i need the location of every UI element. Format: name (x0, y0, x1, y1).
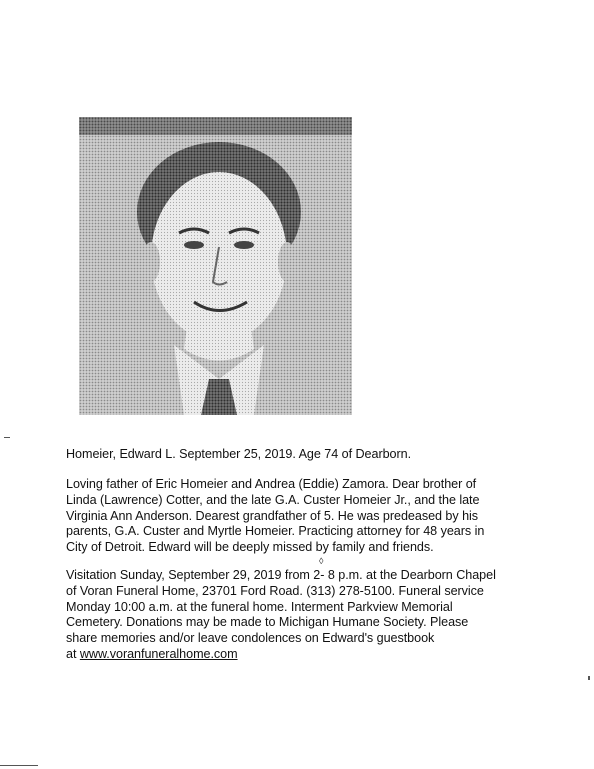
scan-artifact (4, 437, 10, 438)
paragraph-line: of Voran Funeral Home, 23701 Ford Road. (313) 278-5100. Funeral service (66, 583, 484, 598)
obituary-family-paragraph (66, 477, 566, 556)
paragraph-line: City of Detroit. Edward will be deeply missed by family and friends. (66, 540, 434, 555)
paragraph-line: parents, G.A. Custer and Myrtle Homeier. Practicing attorney for 48 years in (66, 524, 485, 539)
website-prefix: at (66, 646, 80, 661)
paragraph-line: Loving father of Eric Homeier and Andrea (Eddie) Zamora. Dear brother of (66, 477, 477, 491)
funeral-home-website-link[interactable]: www.voranfuneralhome.com (79, 646, 238, 661)
paragraph-line: Virginia Ann Anderson. Dearest grandfather of 5. He was predeased by his (66, 508, 479, 523)
scan-artifact (0, 765, 38, 766)
obituary-headline (66, 447, 566, 463)
paragraph-line: Monday 10:00 a.m. at the funeral home. Interment Parkview Memorial (66, 599, 453, 614)
scan-artifact (588, 676, 590, 680)
obituary-services-paragraph (66, 568, 566, 663)
headline-text: Homeier, Edward L. September 25, 2019. Age 74 of Dearborn. (66, 447, 412, 461)
paragraph-line: Visitation Sunday, September 29, 2019 from 2- 8 p.m. at the Dearborn Chapel (66, 568, 496, 582)
stray-scan-mark: ◊ (319, 556, 324, 566)
paragraph-line: share memories and/or leave condolences on Edward's guestbook (66, 631, 435, 646)
website-line (66, 647, 566, 663)
paragraph-line: Cemetery. Donations may be made to Michigan Humane Society. Please (66, 615, 469, 630)
portrait-photo (79, 117, 352, 415)
paragraph-line: Linda (Lawrence) Cotter, and the late G.A. Custer Homeier Jr., and the late (66, 492, 480, 507)
